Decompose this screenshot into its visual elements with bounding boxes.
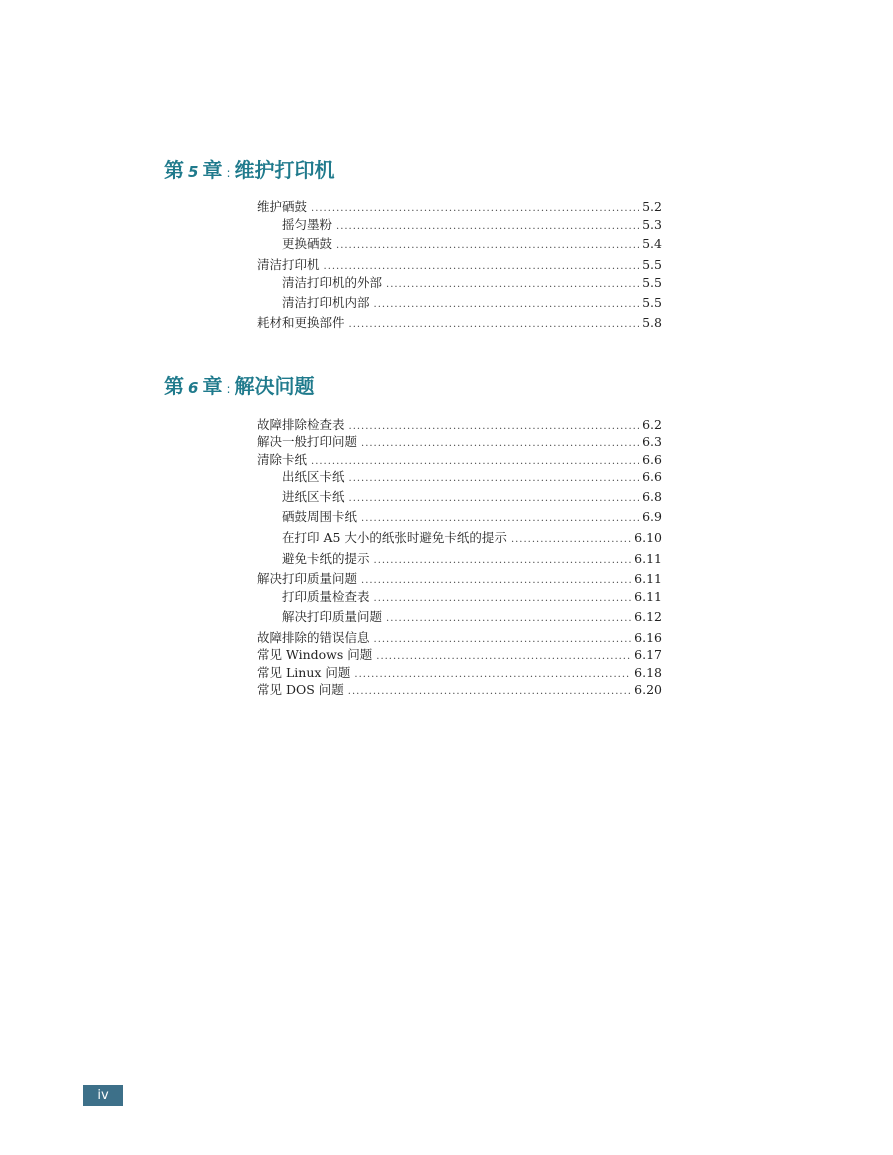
toc-page: 6.6 — [642, 452, 662, 467]
toc-page: 6.17 — [634, 647, 662, 662]
dot-leader — [511, 531, 631, 549]
dot-leader — [374, 590, 632, 608]
toc-page: 6.11 — [634, 589, 662, 604]
chapter-colon: : — [226, 382, 231, 396]
toc-page: 6.6 — [642, 469, 662, 484]
toc-page: 6.11 — [634, 571, 662, 586]
toc-label: 清洁打印机 — [257, 257, 320, 272]
toc-label: 解决打印质量问题 — [282, 609, 383, 624]
toc-label: 在打印 A5 大小的纸张时避免卡纸的提示 — [282, 530, 507, 545]
page-number-badge: iv — [83, 1085, 123, 1106]
toc-entry[interactable] — [257, 256, 662, 274]
toc-page: 5.5 — [642, 275, 662, 290]
dot-leader — [386, 276, 639, 294]
toc-entry[interactable] — [282, 608, 662, 626]
dot-leader — [349, 490, 640, 508]
toc-label: 出纸区卡纸 — [282, 469, 345, 484]
toc-entry[interactable] — [257, 198, 662, 216]
toc-label: 进纸区卡纸 — [282, 489, 345, 504]
dot-leader — [386, 610, 631, 628]
dot-leader — [349, 316, 640, 334]
toc-label: 常见 Windows 问题 — [257, 647, 373, 662]
toc-label: 耗材和更换部件 — [257, 315, 345, 330]
toc-entry[interactable] — [257, 433, 662, 451]
toc-page: 6.8 — [642, 489, 662, 504]
toc-label: 打印质量检查表 — [282, 589, 370, 604]
toc-page: 5.8 — [642, 315, 662, 330]
toc-label: 避免卡纸的提示 — [282, 551, 370, 566]
toc-entry[interactable] — [282, 508, 662, 526]
chapter-suffix: 章 — [202, 158, 223, 182]
toc-label: 故障排除检查表 — [257, 417, 345, 432]
toc-entry[interactable] — [257, 681, 662, 699]
toc-entry[interactable] — [282, 235, 662, 253]
toc-label: 解决打印质量问题 — [257, 571, 358, 586]
toc-page: 5.2 — [642, 199, 662, 214]
toc-label: 摇匀墨粉 — [282, 217, 333, 232]
toc-label: 清洁打印机内部 — [282, 295, 370, 310]
dot-leader — [361, 510, 639, 528]
toc-label: 常见 Linux 问题 — [257, 665, 351, 680]
toc-label: 故障排除的错误信息 — [257, 630, 370, 645]
toc-page: 6.9 — [642, 509, 662, 524]
toc-entry[interactable] — [257, 570, 662, 588]
chapter-suffix: 章 — [202, 374, 223, 398]
toc-page: 6.20 — [634, 682, 662, 697]
toc-entry[interactable] — [282, 488, 662, 506]
toc-label: 清洁打印机的外部 — [282, 275, 383, 290]
chapter-colon: : — [226, 166, 231, 180]
toc-entry[interactable] — [282, 550, 662, 568]
toc-entry[interactable] — [282, 588, 662, 606]
toc-page: 6.18 — [634, 665, 662, 680]
chapter-prefix: 第 — [164, 158, 184, 182]
toc-page: 6.2 — [642, 417, 662, 432]
toc-entry[interactable] — [282, 274, 662, 292]
toc-label: 清除卡纸 — [257, 452, 308, 467]
toc-entry[interactable] — [282, 529, 662, 547]
toc-page: 5.5 — [642, 295, 662, 310]
dot-leader — [349, 470, 640, 488]
toc-page: 5.5 — [642, 257, 662, 272]
toc-entry[interactable] — [257, 416, 662, 434]
toc-page: 6.3 — [642, 434, 662, 449]
toc-entry[interactable] — [257, 451, 662, 469]
chapter-prefix: 第 — [164, 374, 184, 398]
toc-entry[interactable] — [257, 314, 662, 332]
toc-entry[interactable] — [282, 468, 662, 486]
toc-page: 6.12 — [634, 609, 662, 624]
toc-page: 5.4 — [642, 236, 662, 251]
chapter-6-heading — [164, 374, 314, 401]
toc-label: 解决一般打印问题 — [257, 434, 358, 449]
chapter-number: 6 — [188, 379, 199, 397]
toc-page: 6.11 — [634, 551, 662, 566]
chapter-number: 5 — [188, 163, 199, 181]
chapter-5-heading — [164, 158, 334, 185]
toc-entry[interactable] — [282, 294, 662, 312]
toc-label: 硒鼓周围卡纸 — [282, 509, 358, 524]
dot-leader — [374, 296, 640, 314]
toc-entry[interactable] — [257, 664, 662, 682]
toc-label: 更换硒鼓 — [282, 236, 333, 251]
dot-leader — [336, 218, 639, 236]
dot-leader — [374, 552, 632, 570]
toc-entry[interactable] — [257, 629, 662, 647]
toc-entry[interactable] — [257, 646, 662, 664]
dot-leader — [348, 683, 631, 701]
dot-leader — [336, 237, 639, 255]
toc-page: 5.3 — [642, 217, 662, 232]
toc-label: 常见 DOS 问题 — [257, 682, 344, 697]
chapter-title: 解决问题 — [234, 374, 315, 398]
toc-label: 维护硒鼓 — [257, 199, 308, 214]
toc-page: 6.16 — [634, 630, 662, 645]
toc-page: 6.10 — [634, 530, 662, 545]
toc-entry[interactable] — [282, 216, 662, 234]
chapter-title: 维护打印机 — [234, 158, 335, 182]
